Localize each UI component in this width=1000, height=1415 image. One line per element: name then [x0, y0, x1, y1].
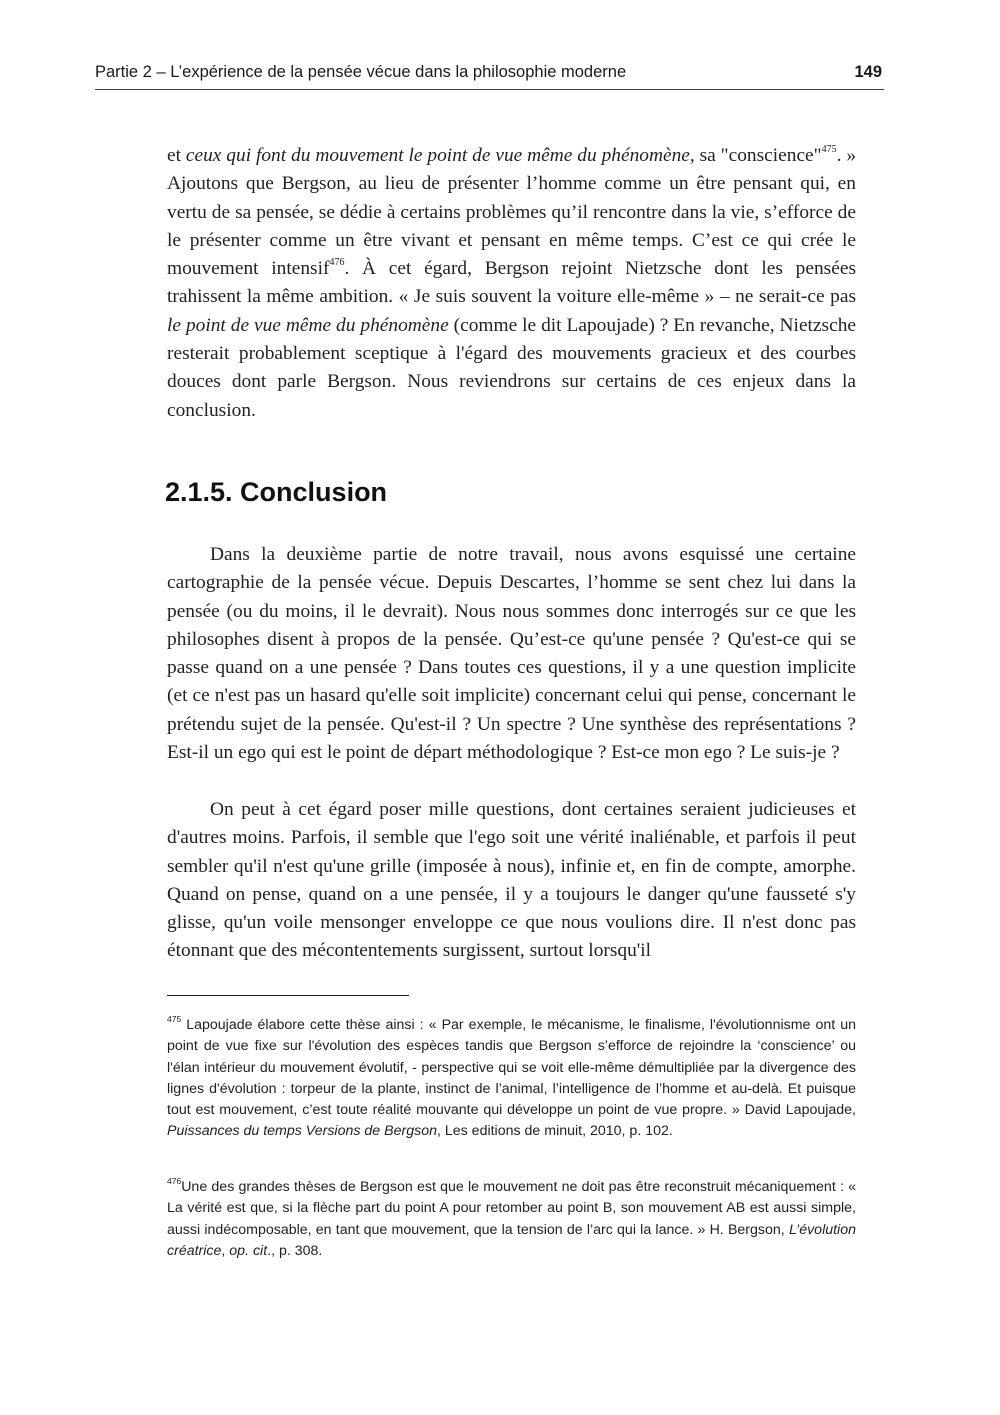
- footnote-separator: [167, 995, 409, 996]
- text-run: , sa "conscience": [689, 145, 822, 166]
- paragraph-text: Dans la deuxième partie de notre travail, nous avons esquissé une certaine cartographie de la pensée vécue. Depuis Descartes, l’homme se sent chez lui dans la pensée (ou du moins, il le devrait). Nous nous sommes donc interrogés sur ce que les philosophes disent à propos de la pensée. Qu’est-ce qu'une pensée ? Qu'est-ce qui se passe quand on a une pensée ? Dans toutes ces questions, il y a une question implicite (et ce n'est pas un hasard qu'elle soit implicite) concernant celui qui pense, concernant le prétendu sujet de la pensée. Qu'est-il ? Un spectre ? Une synthèse des représentations ? Est-il un ego qui est le point de départ méthodologique ? Est-ce mon ego ? Le suis-je ?: [167, 544, 856, 764]
- footnote-ref-475[interactable]: 475: [821, 143, 837, 155]
- body-paragraph-3: [167, 796, 856, 966]
- page-number: 149: [854, 63, 882, 81]
- footnote-476: [167, 1177, 856, 1262]
- footnote-475: [167, 1015, 856, 1143]
- italic-quote: ceux qui font du mouvement le point de vue même du phénomène: [185, 145, 690, 166]
- footnote-text: ,: [221, 1242, 230, 1259]
- footnote-title: Puissances du temps Versions de Bergson: [167, 1123, 437, 1140]
- text-run: et: [167, 145, 186, 166]
- footnote-text: ., p. 308.: [267, 1242, 323, 1259]
- footnote-title: L’évolution créatrice: [167, 1221, 856, 1259]
- footnote-number: 475: [167, 1014, 182, 1025]
- footnote-abbrev: op. cit: [229, 1242, 268, 1259]
- text-run: . À cet égard, Bergson rejoint Nietzsche dont les pensées trahissent la même ambition. « Je suis souvent la voiture elle-même » – ne serait-ce pas: [167, 258, 856, 308]
- italic-quote: le point de vue même du phénomène: [167, 314, 449, 336]
- section-heading: 2.1.5. Conclusion: [165, 477, 388, 507]
- footnote-number: 476: [167, 1176, 182, 1187]
- running-header-title: Partie 2 – L’expérience de la pensée vécue dans la philosophie moderne: [95, 63, 627, 81]
- footnote-text: Une des grandes thèses de Bergson est que le mouvement ne doit pas être reconstruit mécaniquement : « La vérité est que, si la flèche part du point A pour retomber au point B, son mouvement AB est aussi simple, aussi indécomposable, en tant que mouvement, que la tension de l’arc qui la lance. » H. Bergson,: [167, 1179, 856, 1238]
- text-run: . » Ajoutons que Bergson, au lieu de présenter l’homme comme un être pensant qui, en vertu de sa pensée, se dédie à certains problèmes qu’il rencontre dans la vie, s’efforce de le présenter comme un être vivant et pensant en même temps. C’est ce qui crée le mouvement intensif: [167, 145, 857, 280]
- running-header: [95, 60, 884, 90]
- text-run: (comme le dit Lapoujade) ? En revanche, Nietzsche resterait probablement sceptique à l'égard des mouvements gracieux et des courbes douces dont parle Bergson. Nous reviendrons sur certains de ces enjeux dans la conclusion.: [167, 314, 856, 421]
- footnote-text: Lapoujade élabore cette thèse ainsi : « Par exemple, le mécanisme, le finalisme, l'évolutionnisme ont un point de vue fixe sur l'évolution des espèces tandis que Bergson s’efforce de rejoindre la ‘conscience’ ou l'élan intérieur du mouvement évolutif, - perspective qui se voit elle-même démultipliée par la divergence des lignes d'évolution : torpeur de la plante, instinct de l’animal, l’intelligence de l’homme et au-delà. Et puisque tout est mouvement, c’est toute réalité mouvante qui développe un point de vue propre. » David Lapoujade,: [167, 1017, 856, 1119]
- footnote-ref-476[interactable]: 476: [329, 256, 345, 268]
- body-paragraph-2: [167, 541, 856, 767]
- body-paragraph-1: [167, 142, 856, 425]
- paragraph-text: On peut à cet égard poser mille questions, dont certaines seraient judicieuses et d'autres moins. Parfois, il semble que l'ego soit une vérité inaliénable, et parfois il peut sembler qu'il n'est qu'une grille (imposée à nous), infinie et, en fin de compte, amorphe. Quand on pense, quand on a une pensée, il y a toujours le danger qu'une fausseté s'y glisse, qu'un voile mensonger enveloppe ce que nous voulions dire. Il n'est donc pas étonnant que des mécontentements surgissent, surtout lorsqu'il: [167, 799, 856, 962]
- footnote-text: , Les editions de minuit, 2010, p. 102.: [436, 1123, 673, 1140]
